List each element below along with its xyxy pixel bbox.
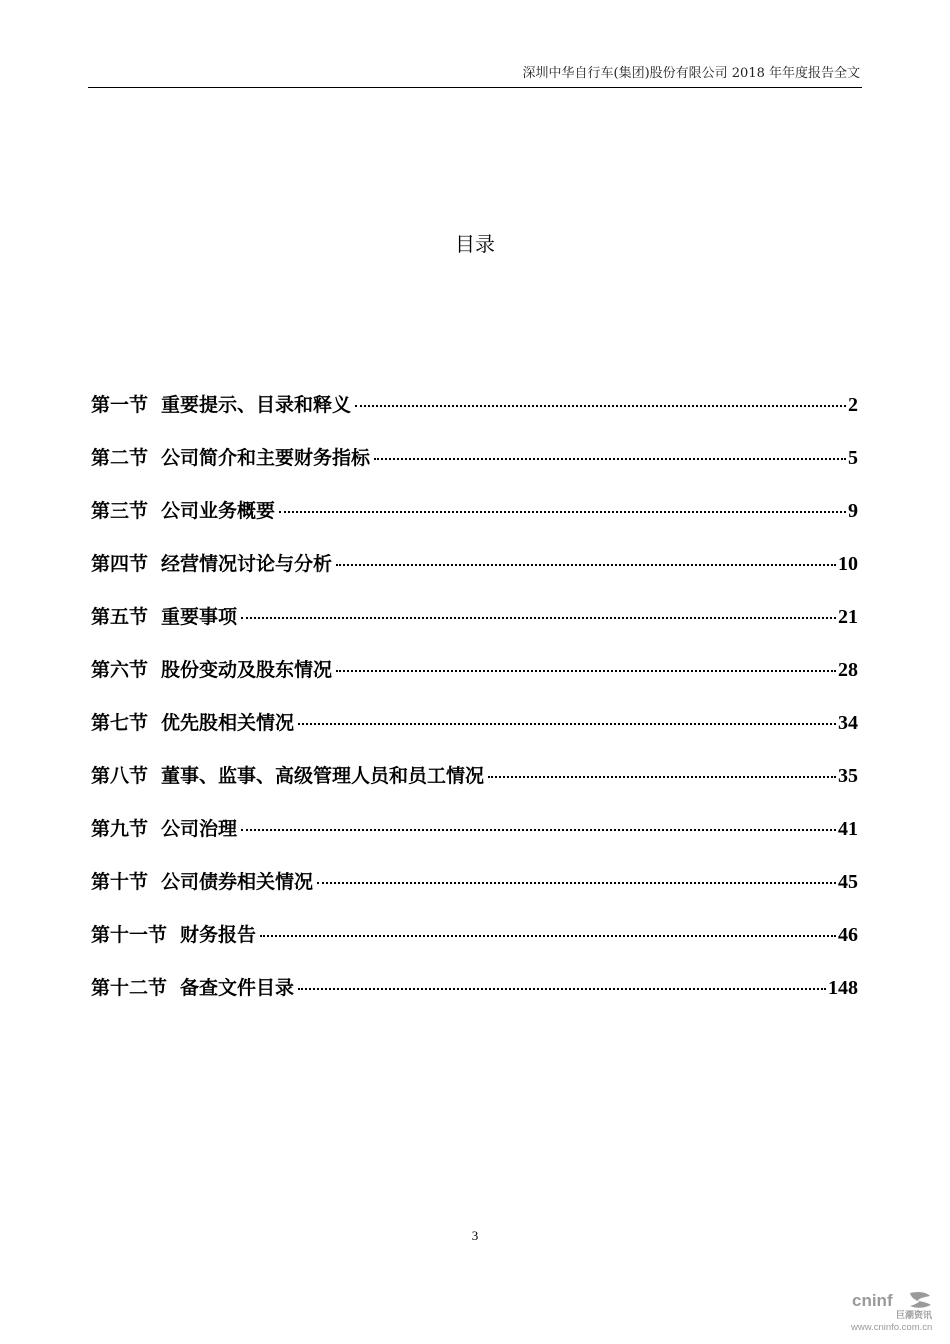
toc-dot-leader bbox=[336, 670, 836, 672]
toc-dot-leader bbox=[298, 988, 826, 990]
toc-section-label: 第六节 bbox=[91, 659, 149, 681]
toc-page-number: 28 bbox=[838, 659, 858, 681]
toc-section-title: 公司治理 bbox=[161, 818, 238, 840]
toc-dot-leader bbox=[260, 935, 836, 937]
toc-section-label: 第一节 bbox=[91, 394, 149, 416]
toc-section-title: 重要提示、目录和释义 bbox=[161, 394, 352, 416]
page-number: 3 bbox=[471, 1228, 479, 1243]
toc-section-title: 公司债券相关情况 bbox=[161, 871, 314, 893]
toc-section-title: 优先股相关情况 bbox=[161, 712, 295, 734]
toc-page-number: 9 bbox=[848, 500, 858, 522]
toc-dot-leader bbox=[488, 776, 836, 778]
toc-section-label: 第八节 bbox=[91, 765, 149, 787]
toc-entry[interactable] bbox=[91, 763, 858, 816]
toc-entry[interactable] bbox=[91, 975, 858, 1028]
toc-section-title: 公司简介和主要财务指标 bbox=[161, 447, 371, 469]
cninfo-watermark bbox=[850, 1288, 936, 1332]
table-of-contents bbox=[91, 392, 858, 1028]
toc-section-label: 第七节 bbox=[91, 712, 149, 734]
toc-entry[interactable] bbox=[91, 869, 858, 922]
toc-page-number: 5 bbox=[848, 447, 858, 469]
toc-section-label: 第十一节 bbox=[91, 924, 168, 946]
toc-page-number: 2 bbox=[848, 394, 858, 416]
toc-entry[interactable] bbox=[91, 657, 858, 710]
toc-section-label: 第十节 bbox=[91, 871, 149, 893]
toc-entry[interactable] bbox=[91, 392, 858, 445]
toc-section-label: 第五节 bbox=[91, 606, 149, 628]
toc-section-title: 经营情况讨论与分析 bbox=[161, 553, 333, 575]
toc-entry[interactable] bbox=[91, 816, 858, 869]
page-title: 目录 bbox=[455, 232, 495, 256]
toc-entry[interactable] bbox=[91, 922, 858, 975]
toc-dot-leader bbox=[336, 564, 836, 566]
toc-page-number: 34 bbox=[838, 712, 858, 734]
toc-section-title: 公司业务概要 bbox=[161, 500, 276, 522]
toc-page-number: 21 bbox=[838, 606, 858, 628]
toc-section-title: 股份变动及股东情况 bbox=[161, 659, 333, 681]
toc-dot-leader bbox=[241, 617, 836, 619]
toc-dot-leader bbox=[374, 458, 846, 460]
toc-entry[interactable] bbox=[91, 551, 858, 604]
header-divider bbox=[88, 87, 862, 88]
toc-entry[interactable] bbox=[91, 498, 858, 551]
toc-page-number: 45 bbox=[838, 871, 858, 893]
toc-page-number: 46 bbox=[838, 924, 858, 946]
toc-page-number: 41 bbox=[838, 818, 858, 840]
running-header: 深圳中华自行车(集团)股份有限公司 2018 年年度报告全文 bbox=[522, 66, 860, 81]
toc-section-label: 第十二节 bbox=[91, 977, 168, 999]
toc-entry[interactable] bbox=[91, 604, 858, 657]
toc-dot-leader bbox=[241, 829, 836, 831]
toc-section-label: 第二节 bbox=[91, 447, 149, 469]
toc-dot-leader bbox=[298, 723, 836, 725]
toc-section-label: 第九节 bbox=[91, 818, 149, 840]
toc-page-number: 10 bbox=[838, 553, 858, 575]
toc-section-title: 重要事项 bbox=[161, 606, 238, 628]
watermark-logo-text: cninf bbox=[852, 1291, 893, 1310]
toc-page-number: 35 bbox=[838, 765, 858, 787]
watermark-url-text: www.cninfo.com.cn bbox=[851, 1322, 933, 1332]
toc-entry[interactable] bbox=[91, 710, 858, 763]
toc-dot-leader bbox=[355, 405, 846, 407]
toc-section-title: 董事、监事、高级管理人员和员工情况 bbox=[161, 765, 485, 787]
toc-entry[interactable] bbox=[91, 445, 858, 498]
toc-section-label: 第三节 bbox=[91, 500, 149, 522]
watermark-brand-text: 巨潮资讯 bbox=[896, 1311, 933, 1321]
cninfo-logo-icon bbox=[910, 1292, 931, 1308]
toc-section-title: 财务报告 bbox=[180, 924, 257, 946]
toc-section-label: 第四节 bbox=[91, 553, 149, 575]
toc-section-title: 备查文件目录 bbox=[180, 977, 295, 999]
toc-dot-leader bbox=[317, 882, 836, 884]
toc-page-number: 148 bbox=[828, 977, 858, 999]
toc-dot-leader bbox=[279, 511, 846, 513]
